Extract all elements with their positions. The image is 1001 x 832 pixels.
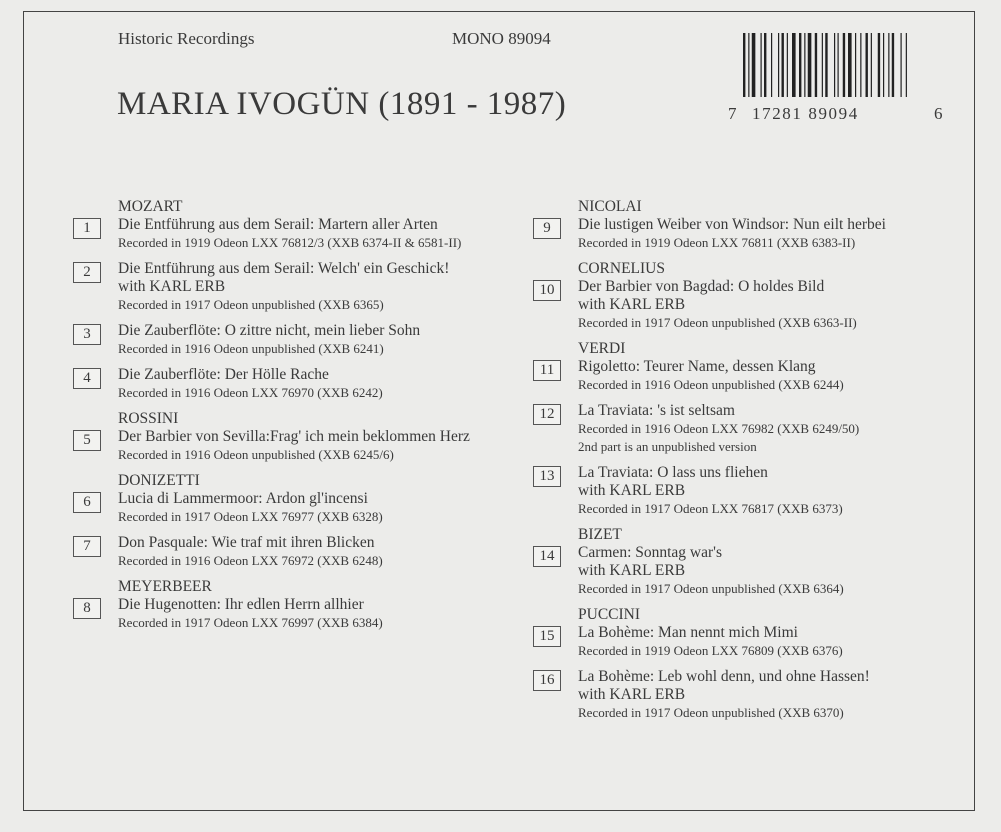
- track-recording-info: Recorded in 1916 Odeon unpublished (XXB 6245/6): [118, 447, 394, 462]
- composer-heading: ROSSINI: [118, 410, 179, 427]
- album-title: MARIA IVOGÜN (1891 - 1987): [117, 86, 567, 122]
- track-recording-info: Recorded in 1917 Odeon unpublished (XXB 6364): [578, 581, 844, 596]
- track-title: Die Entführung aus dem Serail: Martern aller Arten: [118, 216, 438, 233]
- track-featuring: with KARL ERB: [578, 482, 686, 499]
- track-title: Don Pasquale: Wie traf mit ihren Blicken: [118, 534, 375, 551]
- barcode-icon: [743, 33, 945, 97]
- composer-heading: VERDI: [578, 340, 626, 357]
- track-recording-info: Recorded in 1917 Odeon unpublished (XXB 6370): [578, 705, 844, 720]
- track-title: Die Entführung aus dem Serail: Welch' ein Geschick!: [118, 260, 450, 277]
- track-recording-info: Recorded in 1919 Odeon LXX 76812/3 (XXB 6374-II & 6581-II): [118, 235, 462, 250]
- track-item: [73, 322, 533, 358]
- track-featuring: with KARL ERB: [578, 562, 686, 579]
- track-item: [533, 402, 953, 456]
- track-title: La Bohème: Man nennt mich Mimi: [578, 624, 798, 641]
- track-title: Carmen: Sonntag war's: [578, 544, 722, 561]
- track-recording-info: Recorded in 1919 Odeon LXX 76811 (XXB 6383-II): [578, 235, 856, 250]
- tracklist-left: [73, 196, 533, 640]
- track-recording-info: Recorded in 1916 Odeon LXX 76972 (XXB 6248): [118, 553, 383, 568]
- track-featuring: with KARL ERB: [578, 686, 686, 703]
- track-item: [533, 278, 953, 332]
- track-number: 2: [73, 262, 101, 283]
- track-number: 16: [533, 670, 561, 691]
- track-recording-info: Recorded in 1917 Odeon unpublished (XXB 6365): [118, 297, 384, 312]
- track-number: 5: [73, 430, 101, 451]
- track-number: 3: [73, 324, 101, 345]
- track-recording-info: Recorded in 1916 Odeon unpublished (XXB 6241): [118, 341, 384, 356]
- track-title: Die Hugenotten: Ihr edlen Herrn allhier: [118, 596, 364, 613]
- track-number: 15: [533, 626, 561, 647]
- track-title: La Bohème: Leb wohl denn, und ohne Hassen!: [578, 668, 870, 685]
- composer-heading: BIZET: [578, 526, 622, 543]
- track-featuring: with KARL ERB: [118, 278, 226, 295]
- track-title: Der Barbier von Sevilla:Frag' ich mein beklommen Herz: [118, 428, 470, 445]
- track-item: [73, 428, 533, 464]
- track-number: 11: [533, 360, 561, 381]
- track-item: [73, 366, 533, 402]
- catalog-number: MONO 89094: [452, 29, 551, 48]
- track-title: Die Zauberflöte: O zittre nicht, mein lieber Sohn: [118, 322, 421, 339]
- track-item: [73, 596, 533, 632]
- track-item: [533, 464, 953, 518]
- track-title: La Traviata: O lass uns fliehen: [578, 464, 768, 481]
- track-recording-info: Recorded in 1917 Odeon unpublished (XXB 6363-II): [578, 315, 857, 330]
- composer-heading: MEYERBEER: [118, 578, 212, 595]
- track-item: [533, 668, 953, 722]
- track-title: Rigoletto: Teurer Name, dessen Klang: [578, 358, 816, 375]
- track-title: La Traviata: 's ist seltsam: [578, 402, 735, 419]
- series-label: Historic Recordings: [118, 29, 255, 48]
- track-number: 1: [73, 218, 101, 239]
- track-number: 7: [73, 536, 101, 557]
- track-recording-info: Recorded in 1917 Odeon LXX 76817 (XXB 6373): [578, 501, 843, 516]
- track-number: 9: [533, 218, 561, 239]
- track-recording-info: Recorded in 1916 Odeon LXX 76970 (XXB 6242): [118, 385, 383, 400]
- track-item: [73, 490, 533, 526]
- track-featuring: with KARL ERB: [578, 296, 686, 313]
- composer-heading: NICOLAI: [578, 198, 642, 215]
- track-recording-info: Recorded in 1919 Odeon LXX 76809 (XXB 6376): [578, 643, 843, 658]
- composer-heading: MOZART: [118, 198, 183, 215]
- tracklist-right: [533, 196, 953, 730]
- track-item: [73, 534, 533, 570]
- track-item: [533, 544, 953, 598]
- barcode-digits: 17281 89094: [752, 104, 859, 123]
- track-recording-info: Recorded in 1917 Odeon LXX 76977 (XXB 6328): [118, 509, 383, 524]
- track-recording-note: 2nd part is an unpublished version: [578, 439, 757, 454]
- track-title: Die lustigen Weiber von Windsor: Nun eilt herbei: [578, 216, 886, 233]
- track-number: 4: [73, 368, 101, 389]
- track-number: 13: [533, 466, 561, 487]
- track-item: [73, 216, 533, 252]
- composer-heading: DONIZETTI: [118, 472, 200, 489]
- barcode-digit-last: 6: [934, 104, 943, 123]
- track-item: [73, 260, 533, 314]
- track-number: 6: [73, 492, 101, 513]
- track-item: [533, 358, 953, 394]
- track-recording-info: Recorded in 1916 Odeon unpublished (XXB 6244): [578, 377, 844, 392]
- barcode-digit-first: 7: [728, 104, 737, 123]
- track-recording-info: Recorded in 1916 Odeon LXX 76982 (XXB 6249/50): [578, 421, 860, 436]
- track-title: Der Barbier von Bagdad: O holdes Bild: [578, 278, 825, 295]
- track-title: Die Zauberflöte: Der Hölle Rache: [118, 366, 329, 383]
- track-item: [533, 624, 953, 660]
- track-item: [533, 216, 953, 252]
- track-number: 12: [533, 404, 561, 425]
- composer-heading: CORNELIUS: [578, 260, 665, 277]
- track-number: 14: [533, 546, 561, 567]
- track-recording-info: Recorded in 1917 Odeon LXX 76997 (XXB 6384): [118, 615, 383, 630]
- track-number: 10: [533, 280, 561, 301]
- track-number: 8: [73, 598, 101, 619]
- composer-heading: PUCCINI: [578, 606, 641, 623]
- track-title: Lucia di Lammermoor: Ardon gl'incensi: [118, 490, 368, 507]
